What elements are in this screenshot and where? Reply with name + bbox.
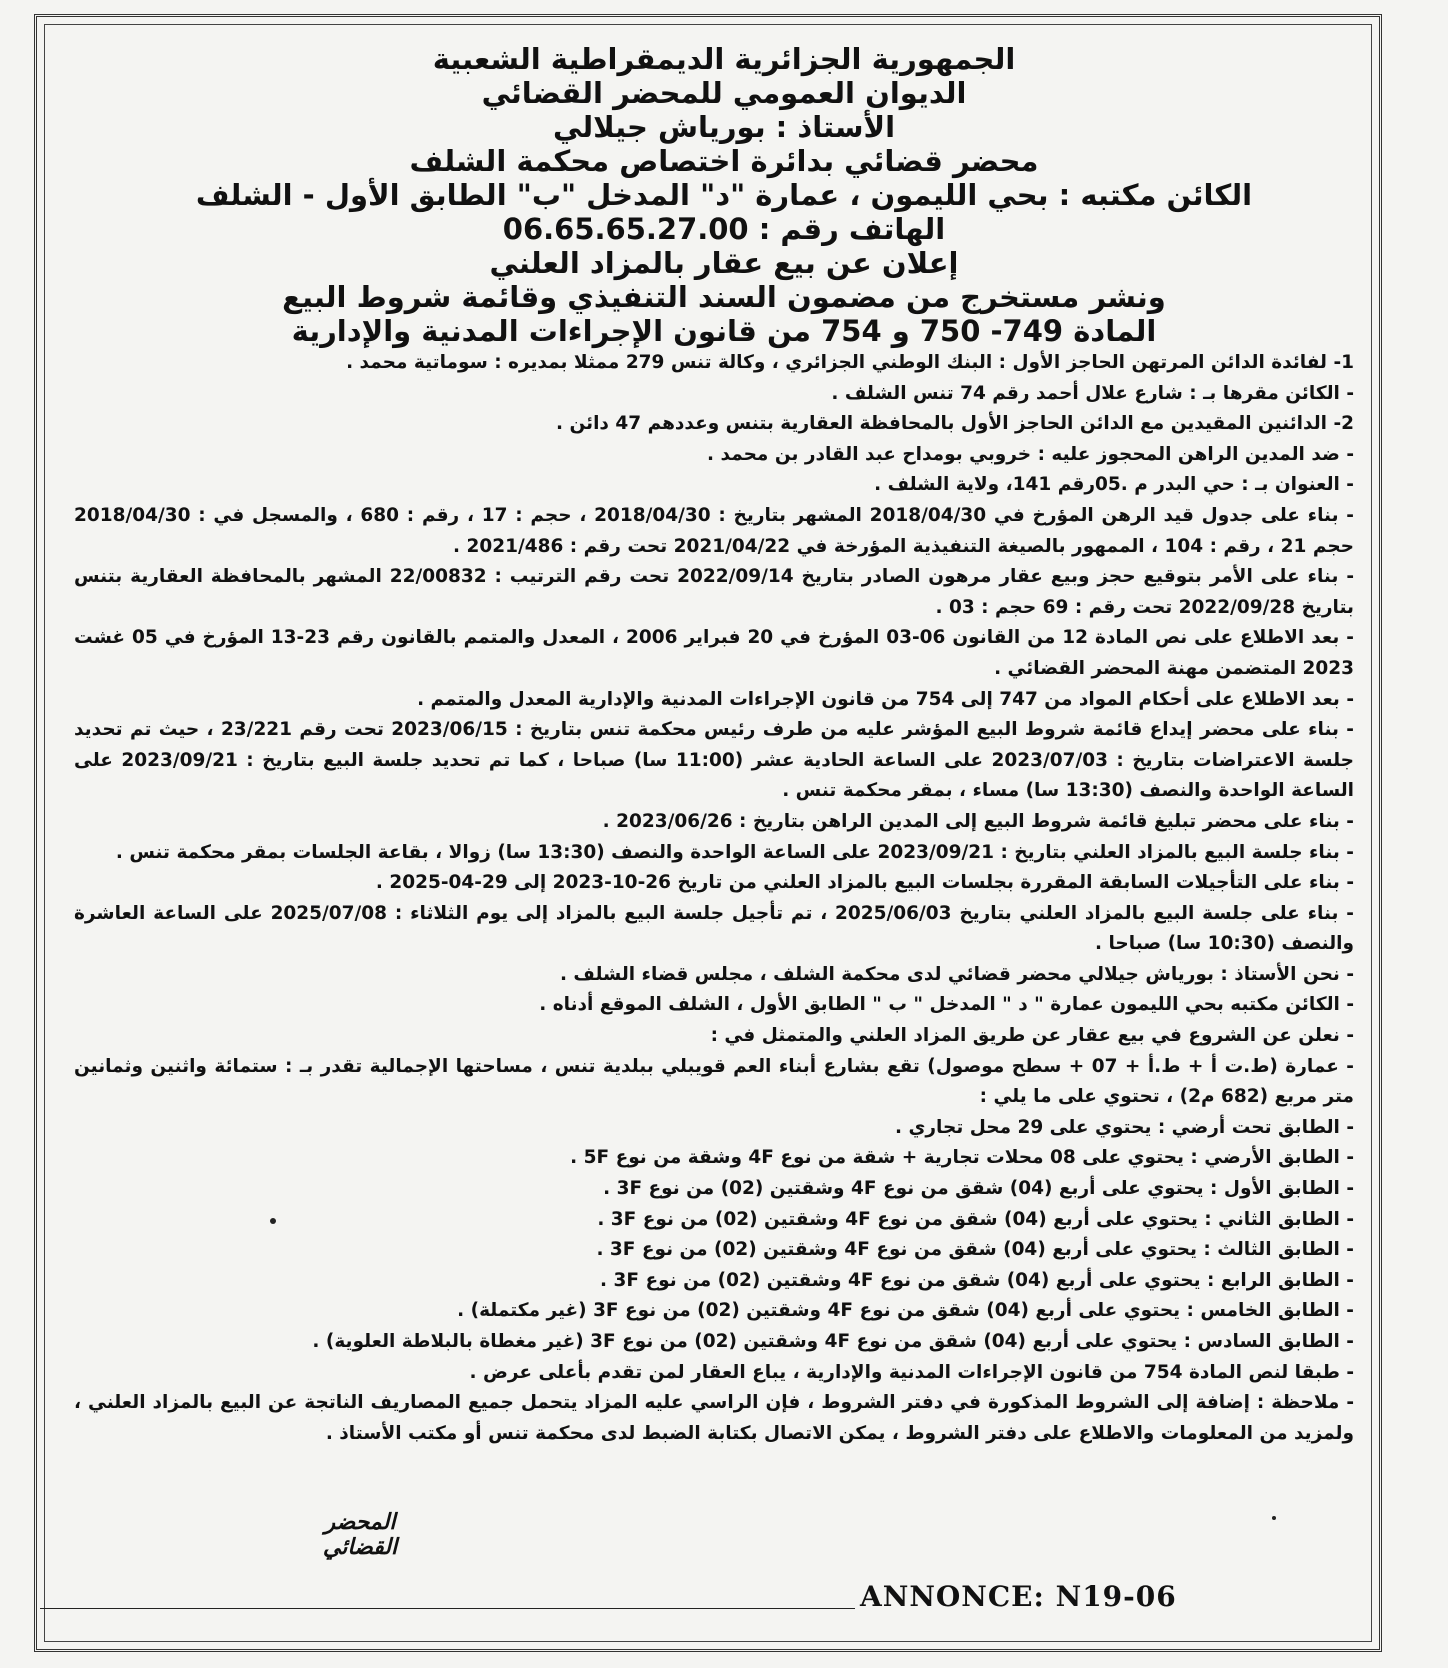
header-address: الكائن مكتبه : بحي الليمون ، عمارة "د" المدخل "ب" الطابق الأول - الشلف <box>195 178 1253 212</box>
announcement-title: إعلان عن بيع عقار بالمزاد العلني <box>489 246 959 280</box>
paragraph: - بعد الاطلاع على نص المادة 12 من القانون 06-03 المؤرخ في 20 فبراير 2006 ، المعدل والمتمم بالقانون رقم 23-13 المؤرخ في 05 غشت 2023 المتضمن مهنة المحضر القضائي . <box>74 627 1354 679</box>
paragraph: - الطابق الثاني : يحتوي على أربع (04) شقق من نوع 4F وشقتين (02) من نوع 3F . <box>597 1208 1354 1230</box>
paragraph: - بناء على جدول قيد الرهن المؤرخ في 2018/04/30 المشهر بتاريخ : 2018/04/30 ، حجم : 17 ، رقم : 680 ، والمسجل في : 2018/04/30 حجم 21 ، رقم : 104 ، الممهور بالصيغة التنفيذية المؤرخة في 2021/04/22 تحت رقم : 2021/486 . <box>74 504 1354 557</box>
paragraph: - بناء على محضر إيداع قائمة شروط البيع المؤشر عليه من طرف رئيس محكمة تنس بتاريخ : 2023/06/15 تحت رقم 23/221 ، حيث تم تحديد جلسة الاعتراضات بتاريخ : 2023/07/03 على الساعة الحادية عشر (11:00 سا) صباحا ، كما تم تحديد جلسة البيع بتاريخ : 2023/09/21 على الساعة الواحدة والنصف (13:30 سا) مساء ، بمقر محكمة تنس . <box>74 719 1354 802</box>
header-phone: الهاتف رقم : 06.65.65.27.00 <box>502 212 946 246</box>
paragraph: - الطابق السادس : يحتوي على أربع (04) شقق من نوع 4F وشقتين (02) من نوع 3F (غير مغطاة بالبلاطة العلوية) . <box>312 1331 1354 1352</box>
paragraph: - الطابق الأرضي : يحتوي على 08 محلات تجارية + شقة من نوع 4F وشقة من نوع 5F . <box>570 1147 1354 1169</box>
letterhead <box>74 42 1374 348</box>
paragraph: - الطابق الخامس : يحتوي على أربع (04) شقق من نوع 4F وشقتين (02) من نوع 3F (غير مكتملة) . <box>457 1300 1354 1322</box>
paragraph: - طبقا لنص المادة 754 من قانون الإجراءات المدنية والإدارية ، يباع العقار لمن تقدم بأعلى عرض . <box>469 1361 1354 1383</box>
paragraph: - الطابق الأول : يحتوي على أربع (04) شقق من نوع 4F وشقتين (02) من نوع 3F . <box>603 1178 1354 1200</box>
header-bailiff-name: الأستاذ : بورياش جيلالي <box>552 110 896 144</box>
paragraph: - بناء على محضر تبليغ قائمة شروط البيع إلى المدين الراهن بتاريخ : 2023/06/26 . <box>602 810 1354 832</box>
paragraph: - بناء على التأجيلات السابقة المقررة بجلسات البيع بالمزاد العلني من تاريخ 26-10-2023 إلى 29-04-2025 . <box>375 872 1354 894</box>
paragraph: - بناء جلسة البيع بالمزاد العلني بتاريخ : 2023/09/21 على الساعة الواحدة والنصف (13:30 سا) زوالا ، بقاعة الجلسات بمقر محكمة تنس . <box>115 841 1354 863</box>
paragraph: - الكائن مقرها بـ : شارع علال أحمد رقم 74 تنس الشلف . <box>831 382 1354 404</box>
paragraph: - العنوان بـ : حي البدر م .05رقم 141، ولاية الشلف . <box>874 474 1354 496</box>
annonce-number: ANNONCE: N19-06 <box>860 1580 1177 1613</box>
speck <box>270 1218 276 1224</box>
announcement-body <box>74 348 1374 1449</box>
speck <box>1272 1516 1276 1520</box>
header-office: الديوان العمومي للمحضر القضائي <box>481 76 967 110</box>
paragraph: - بعد الاطلاع على أحكام المواد من 747 إلى 754 من قانون الإجراءات المدنية والإدارية المعدل والمتمم . <box>417 688 1354 710</box>
paragraph: - نعلن عن الشروع في بيع عقار عن طريق المزاد العلني والمتمثل في : <box>710 1025 1354 1047</box>
paragraph: - بناء على الأمر بتوقيع حجز وبيع عقار مرهون الصادر بتاريخ 2022/09/14 تحت رقم الترتيب : 22/00832 المشهر بالمحافظة العقارية بتنس بتاريخ 2022/09/28 تحت رقم : 69 حجم : 03 . <box>74 566 1354 618</box>
paragraph: - نحن الأستاذ : بورياش جيلالي محضر قضائي لدى محكمة الشلف ، مجلس قضاء الشلف . <box>559 963 1354 985</box>
footer-rule <box>40 1608 855 1609</box>
header-jurisdiction: محضر قضائي بدائرة اختصاص محكمة الشلف <box>409 144 1039 178</box>
document <box>74 42 1374 1449</box>
paragraph: - ملاحظة : إضافة إلى الشروط المذكورة في دفتر الشروط ، فإن الراسي عليه المزاد يتحمل جميع المصاريف الناتجة عن البيع بالمزاد العلني ، ولمزيد من المعلومات والاطلاع على دفتر الشروط ، يمكن الاتصال بكتابة الضبط لدى محكمة تنس أو مكتب الأستاذ . <box>74 1392 1354 1444</box>
paragraph: - الطابق الثالث : يحتوي على أربع (04) شقق من نوع 4F وشقتين (02) من نوع 3F . <box>596 1239 1354 1261</box>
announcement-subtitle: ونشر مستخرج من مضمون السند التنفيذي وقائمة شروط البيع <box>282 280 1166 314</box>
legal-articles: المادة 749- 750 و 754 من قانون الإجراءات المدنية والإدارية <box>291 314 1157 348</box>
paragraph: - الطابق تحت أرضي : يحتوي على 29 محل تجاري . <box>894 1116 1354 1138</box>
paragraph: - عمارة (ط.ت أ + ط.أ + 07 + سطح موصول) تقع بشارع أبناء العم قويبلي ببلدية تنس ، مساحتها الإجمالية تقدر بـ : ستمائة واثنين وثمانين متر مربع (682 م2) ، تحتوي على ما يلي : <box>74 1055 1354 1108</box>
paragraph: - الكائن مكتبه بحي الليمون عمارة " د " المدخل " ب " الطابق الأول ، الشلف الموقع أدناه . <box>539 994 1354 1016</box>
paragraph: - ضد المدين الراهن المحجوز عليه : خروبي بومداح عبد القادر بن محمد . <box>707 443 1354 465</box>
header-republic: الجمهورية الجزائرية الديمقراطية الشعبية <box>432 42 1016 76</box>
paragraph: - الطابق الرابع : يحتوي على أربع (04) شقق من نوع 4F وشقتين (02) من نوع 3F . <box>600 1269 1354 1291</box>
signature: المحضر القضائي <box>322 1510 398 1560</box>
paragraph: - بناء على جلسة البيع بالمزاد العلني بتاريخ 2025/06/03 ، تم تأجيل جلسة البيع بالمزاد إلى يوم الثلاثاء : 2025/07/08 على الساعة العاشرة والنصف (10:30 سا) صباحا . <box>74 902 1354 955</box>
annonce-footer <box>40 1580 1280 1620</box>
paragraph: 2- الدائنين المقيدين مع الدائن الحاجز الأول بالمحافظة العقارية بتنس وعددهم 47 دائن . <box>556 413 1354 435</box>
paragraph: 1- لفائدة الدائن المرتهن الحاجز الأول : البنك الوطني الجزائري ، وكالة تنس 279 ممثلا بمديره : سوماتية محمد . <box>346 352 1354 373</box>
